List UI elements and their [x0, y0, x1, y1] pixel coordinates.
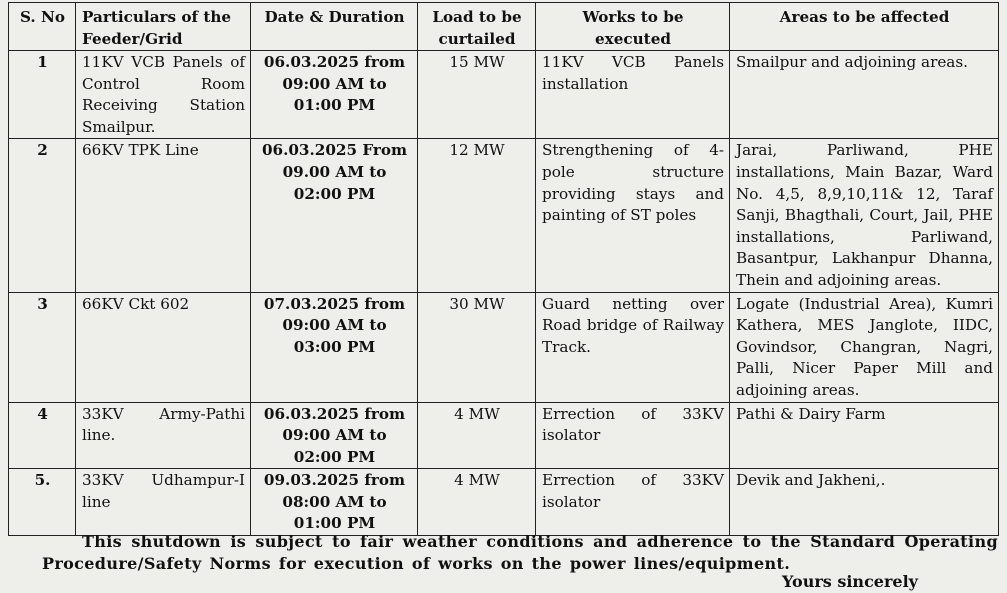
shutdown-notice [42, 531, 998, 575]
table-header-row [9, 3, 999, 51]
row-areas: Pathi & Dairy Farm [730, 402, 999, 469]
row-works: Guard netting over Road bridge of Railway Track. [536, 292, 730, 402]
row-date: 06.03.2025 From 09.00 AM to 02:00 PM [251, 139, 418, 292]
row-feeder: 66KV TPK Line [76, 139, 251, 292]
signoff: Yours sincerely [782, 572, 918, 591]
row-load: 15 MW [418, 51, 536, 139]
row-works: 11KV VCB Panels installation [536, 51, 730, 139]
row-date: 06.03.2025 from 09:00 AM to 01:00 PM [251, 51, 418, 139]
row-works: Errection of 33KV isolator [536, 469, 730, 536]
row-works: Strengthening of 4-pole structure providing stays and painting of ST poles [536, 139, 730, 292]
table-row [9, 139, 999, 292]
row-load: 4 MW [418, 402, 536, 469]
row-areas: Devik and Jakheni,. [730, 469, 999, 536]
header-date: Date & Duration [251, 3, 418, 51]
row-load: 30 MW [418, 292, 536, 402]
row-sno: 4 [9, 402, 76, 469]
table-row [9, 292, 999, 402]
row-areas: Smailpur and adjoining areas. [730, 51, 999, 139]
row-load: 12 MW [418, 139, 536, 292]
row-areas: Jarai, Parliwand, PHE installations, Main Bazar, Ward No. 4,5, 8,9,10,11& 12, Taraf Sanji, Bhagthali, Court, Jail, PHE installations, Parliwand, Basantpur, Lakhanpur Dhanna, Thein and adjoining areas. [730, 139, 999, 292]
row-sno: 5. [9, 469, 76, 536]
row-feeder: 66KV Ckt 602 [76, 292, 251, 402]
header-load: Load to be curtailed [418, 3, 536, 51]
header-sno: S. No [9, 3, 76, 51]
table-row [9, 51, 999, 139]
header-areas: Areas to be affected [730, 3, 999, 51]
shutdown-schedule-table [8, 2, 999, 536]
row-feeder: 33KV Army-Pathi line. [76, 402, 251, 469]
row-date: 07.03.2025 from 09:00 AM to 03:00 PM [251, 292, 418, 402]
table-row [9, 402, 999, 469]
row-sno: 1 [9, 51, 76, 139]
row-sno: 3 [9, 292, 76, 402]
row-areas: Logate (Industrial Area), Kumri Kathera, MES Janglote, IIDC, Govindsor, Changran, Nagri, Palli, Nicer Paper Mill and adjoining areas. [730, 292, 999, 402]
row-sno: 2 [9, 139, 76, 292]
header-feeder: Particulars of the Feeder/Grid [76, 3, 251, 51]
row-feeder: 11KV VCB Panels of Control Room Receiving Station Smailpur. [76, 51, 251, 139]
row-load: 4 MW [418, 469, 536, 536]
row-date: 06.03.2025 from 09:00 AM to 02:00 PM [251, 402, 418, 469]
header-works: Works to be executed [536, 3, 730, 51]
row-date: 09.03.2025 from 08:00 AM to 01:00 PM [251, 469, 418, 536]
table-row [9, 469, 999, 536]
notice-text: This shutdown is subject to fair weather conditions and adherence to the Standard Operating Procedure/Safety Norms for execution of works on the power lines/equipment. [42, 532, 998, 573]
row-feeder: 33KV Udhampur-I line [76, 469, 251, 536]
row-works: Errection of 33KV isolator [536, 402, 730, 469]
